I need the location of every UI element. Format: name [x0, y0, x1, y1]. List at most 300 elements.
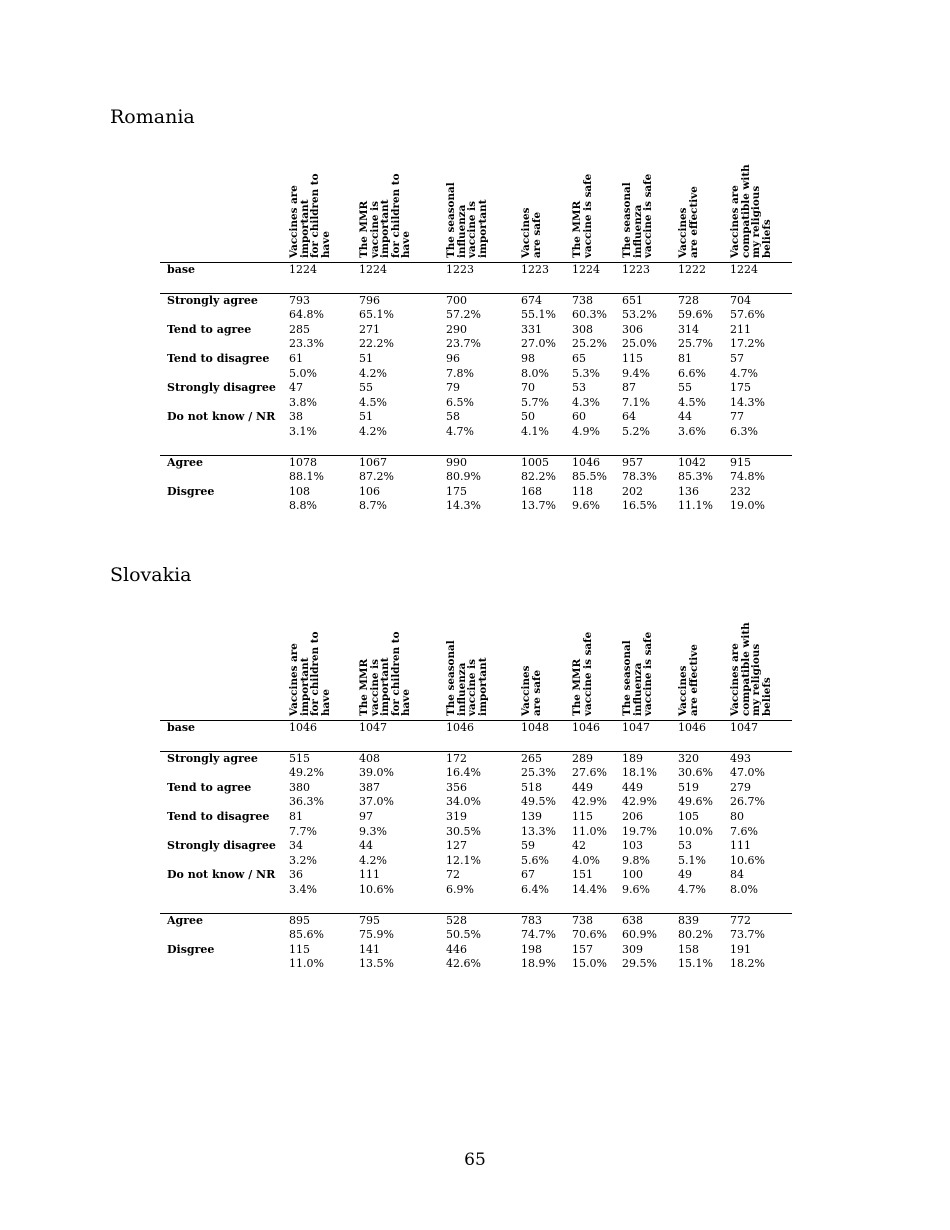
row-label: Strongly disagree	[167, 839, 276, 853]
column-header-line: influenza	[631, 662, 644, 716]
count-cell: 515	[289, 751, 310, 765]
count-cell: 111	[730, 839, 751, 853]
percent-cell: 17.2%	[730, 337, 765, 351]
percent-cell: 5.6%	[521, 853, 549, 867]
percent-cell: 10.6%	[359, 882, 394, 896]
percent-cell: 26.7%	[730, 795, 765, 809]
column-header-line: for children to	[389, 173, 402, 258]
percent-cell: 12.1%	[446, 853, 481, 867]
count-cell: 839	[678, 913, 699, 927]
count-cell: 80	[730, 809, 744, 823]
percent-cell: 6.6%	[678, 366, 706, 380]
count-cell: 103	[622, 839, 643, 853]
percent-cell: 14.4%	[572, 882, 607, 896]
column-header-line: are effective	[687, 186, 700, 258]
table-row-percent	[160, 928, 792, 943]
table-row	[160, 914, 792, 929]
table-row	[160, 352, 792, 367]
count-cell: 44	[678, 410, 692, 424]
table-row-percent	[160, 795, 792, 810]
base-row	[160, 721, 792, 736]
count-cell: 1078	[289, 455, 317, 469]
percent-cell: 4.9%	[572, 424, 600, 438]
column-header-line: beliefs	[760, 677, 773, 716]
count-cell: 55	[678, 381, 692, 395]
count-cell: 356	[446, 780, 467, 794]
column-header-line: The MMR	[358, 658, 370, 716]
percent-cell: 4.7%	[446, 424, 474, 438]
percent-cell: 4.7%	[730, 366, 758, 380]
column-header-line: for children to	[389, 631, 402, 716]
percent-cell: 39.0%	[359, 766, 394, 780]
count-cell: 638	[622, 913, 643, 927]
count-cell: 528	[446, 913, 467, 927]
count-cell: 115	[289, 942, 310, 956]
table-row	[160, 381, 792, 396]
base-value: 1046	[572, 721, 600, 734]
table-row	[160, 943, 792, 958]
count-cell: 202	[622, 484, 643, 498]
count-cell: 175	[730, 381, 751, 395]
count-cell: 139	[521, 809, 542, 823]
percent-cell: 42.9%	[622, 795, 657, 809]
base-value: 1224	[572, 263, 600, 276]
percent-cell: 64.8%	[289, 308, 324, 322]
count-cell: 704	[730, 293, 751, 307]
row-label: Tend to agree	[167, 322, 252, 336]
percent-cell: 80.9%	[446, 470, 481, 484]
column-header-line: important	[476, 657, 489, 716]
row-label: Tend to agree	[167, 780, 252, 794]
percent-cell: 23.7%	[446, 337, 481, 351]
percent-cell: 78.3%	[622, 470, 657, 484]
column-headers	[160, 606, 792, 721]
column-header-line: vaccine is safe	[642, 173, 655, 258]
percent-cell: 13.7%	[521, 499, 556, 513]
count-cell: 157	[572, 942, 593, 956]
percent-cell: 3.8%	[289, 395, 317, 409]
count-cell: 47	[289, 381, 303, 395]
percent-cell: 15.1%	[678, 957, 713, 971]
count-cell: 279	[730, 780, 751, 794]
table-row	[160, 839, 792, 854]
percent-cell: 29.5%	[622, 957, 657, 971]
percent-cell: 80.2%	[678, 928, 713, 942]
row-label: Do not know / NR	[167, 410, 276, 424]
percent-cell: 5.2%	[622, 424, 650, 438]
percent-cell: 27.6%	[572, 766, 607, 780]
row-label: Strongly disagree	[167, 381, 276, 395]
column-header-line: compatible with	[739, 164, 752, 258]
count-cell: 285	[289, 322, 310, 336]
percent-cell: 60.9%	[622, 928, 657, 942]
count-cell: 493	[730, 751, 751, 765]
percent-cell: 8.0%	[730, 882, 758, 896]
percent-cell: 4.2%	[359, 424, 387, 438]
column-header-line: important	[379, 199, 392, 258]
count-cell: 36	[289, 868, 303, 882]
table-row-percent	[160, 499, 792, 514]
percent-cell: 3.6%	[678, 424, 706, 438]
count-cell: 306	[622, 322, 643, 336]
count-cell: 96	[446, 351, 460, 365]
count-cell: 38	[289, 410, 303, 424]
count-cell: 97	[359, 809, 373, 823]
base-value: 1047	[622, 721, 650, 734]
count-cell: 1042	[678, 455, 706, 469]
column-header-line: influenza	[455, 204, 468, 258]
count-cell: 53	[572, 381, 586, 395]
percent-cell: 3.4%	[289, 882, 317, 896]
column-header-line: vaccine is safe	[581, 631, 594, 716]
percent-cell: 85.3%	[678, 470, 713, 484]
percent-cell: 5.3%	[572, 366, 600, 380]
percent-cell: 85.6%	[289, 928, 324, 942]
count-cell: 519	[678, 780, 699, 794]
percent-cell: 3.1%	[289, 424, 317, 438]
base-value: 1223	[446, 263, 474, 276]
row-label: Tend to disagree	[167, 809, 270, 823]
count-cell: 915	[730, 455, 751, 469]
base-value: 1223	[622, 263, 650, 276]
table-row-percent	[160, 367, 792, 382]
row-label: Do not know / NR	[167, 868, 276, 882]
column-header-line: vaccine is safe	[642, 631, 655, 716]
count-cell: 320	[678, 751, 699, 765]
table-row	[160, 294, 792, 309]
percent-cell: 60.3%	[572, 308, 607, 322]
count-cell: 449	[572, 780, 593, 794]
percent-cell: 8.0%	[521, 366, 549, 380]
base-value: 1047	[359, 721, 387, 734]
column-header-line: Vaccines	[520, 207, 532, 258]
table-row-percent	[160, 308, 792, 323]
count-cell: 191	[730, 942, 751, 956]
column-header-line: Vaccines	[520, 665, 532, 716]
percent-cell: 55.1%	[521, 308, 556, 322]
count-cell: 1046	[572, 455, 600, 469]
count-cell: 793	[289, 293, 310, 307]
table-row-percent	[160, 425, 792, 440]
count-cell: 34	[289, 839, 303, 853]
percent-cell: 3.2%	[289, 853, 317, 867]
percent-cell: 75.9%	[359, 928, 394, 942]
percent-cell: 5.0%	[289, 366, 317, 380]
table-row	[160, 810, 792, 825]
count-cell: 290	[446, 322, 467, 336]
column-header-line: are safe	[530, 669, 543, 716]
percent-cell: 30.5%	[446, 824, 481, 838]
count-cell: 990	[446, 455, 467, 469]
section-title-romania: Romania	[110, 106, 195, 128]
count-cell: 60	[572, 410, 586, 424]
base-value: 1048	[521, 721, 549, 734]
percent-cell: 36.3%	[289, 795, 324, 809]
base-value: 1222	[678, 263, 706, 276]
column-header-line: have	[319, 231, 332, 258]
percent-cell: 9.8%	[622, 853, 650, 867]
percent-cell: 18.1%	[622, 766, 657, 780]
percent-cell: 7.8%	[446, 366, 474, 380]
count-cell: 446	[446, 942, 467, 956]
percent-cell: 15.0%	[572, 957, 607, 971]
count-cell: 51	[359, 351, 373, 365]
count-cell: 796	[359, 293, 380, 307]
base-value: 1046	[289, 721, 317, 734]
table-row	[160, 456, 792, 471]
base-value: 1047	[730, 721, 758, 734]
column-header-line: vaccine is	[466, 201, 479, 258]
column-header-line: beliefs	[760, 219, 773, 258]
column-header-line: The seasonal	[621, 640, 633, 716]
count-cell: 51	[359, 410, 373, 424]
count-cell: 42	[572, 839, 586, 853]
table-row	[160, 323, 792, 338]
count-cell: 1005	[521, 455, 549, 469]
table-row-percent	[160, 766, 792, 781]
count-cell: 81	[289, 809, 303, 823]
percent-cell: 73.7%	[730, 928, 765, 942]
table-row	[160, 868, 792, 883]
count-cell: 518	[521, 780, 542, 794]
column-header-line: are safe	[530, 211, 543, 258]
count-cell: 64	[622, 410, 636, 424]
base-value: 1224	[359, 263, 387, 276]
column-header-line: influenza	[455, 662, 468, 716]
percent-cell: 23.3%	[289, 337, 324, 351]
count-cell: 309	[622, 942, 643, 956]
column-header-line: vaccine is	[368, 659, 381, 716]
percent-cell: 7.1%	[622, 395, 650, 409]
count-cell: 127	[446, 839, 467, 853]
count-cell: 111	[359, 868, 380, 882]
count-cell: 50	[521, 410, 535, 424]
table-row	[160, 752, 792, 767]
count-cell: 58	[446, 410, 460, 424]
row-label: Tend to disagree	[167, 351, 270, 365]
percent-cell: 74.8%	[730, 470, 765, 484]
column-header-line: The MMR	[358, 200, 370, 258]
count-cell: 331	[521, 322, 542, 336]
percent-cell: 6.5%	[446, 395, 474, 409]
percent-cell: 8.8%	[289, 499, 317, 513]
percent-cell: 30.6%	[678, 766, 713, 780]
percent-cell: 37.0%	[359, 795, 394, 809]
count-cell: 738	[572, 913, 593, 927]
table-row	[160, 485, 792, 500]
column-header-line: Vaccines are	[729, 185, 741, 258]
count-cell: 106	[359, 484, 380, 498]
percent-cell: 88.1%	[289, 470, 324, 484]
count-cell: 55	[359, 381, 373, 395]
count-cell: 175	[446, 484, 467, 498]
count-cell: 308	[572, 322, 593, 336]
column-header-line: are effective	[687, 644, 700, 716]
column-header-line: have	[400, 231, 413, 258]
count-cell: 77	[730, 410, 744, 424]
percent-cell: 4.5%	[678, 395, 706, 409]
count-cell: 49	[678, 868, 692, 882]
count-cell: 387	[359, 780, 380, 794]
percent-cell: 10.6%	[730, 853, 765, 867]
column-header-line: Vaccines are	[288, 185, 300, 258]
percent-cell: 59.6%	[678, 308, 713, 322]
count-cell: 158	[678, 942, 699, 956]
count-cell: 70	[521, 381, 535, 395]
percent-cell: 25.2%	[572, 337, 607, 351]
count-cell: 72	[446, 868, 460, 882]
percent-cell: 18.9%	[521, 957, 556, 971]
percent-cell: 49.6%	[678, 795, 713, 809]
column-header-line: vaccine is	[368, 201, 381, 258]
row-label: Disgree	[167, 942, 215, 956]
table-row-percent	[160, 470, 792, 485]
percent-cell: 7.6%	[730, 824, 758, 838]
column-header-line: The seasonal	[445, 182, 457, 258]
count-cell: 151	[572, 868, 593, 882]
percent-cell: 6.9%	[446, 882, 474, 896]
count-cell: 118	[572, 484, 593, 498]
table-row-percent	[160, 957, 792, 972]
percent-cell: 16.5%	[622, 499, 657, 513]
percent-cell: 13.3%	[521, 824, 556, 838]
count-cell: 53	[678, 839, 692, 853]
row-label: base	[167, 263, 196, 276]
base-value: 1224	[289, 263, 317, 276]
percent-cell: 7.7%	[289, 824, 317, 838]
percent-cell: 49.5%	[521, 795, 556, 809]
column-header-line: influenza	[631, 204, 644, 258]
percent-cell: 65.1%	[359, 308, 394, 322]
percent-cell: 57.2%	[446, 308, 481, 322]
percent-cell: 49.2%	[289, 766, 324, 780]
base-value: 1046	[446, 721, 474, 734]
count-cell: 81	[678, 351, 692, 365]
column-header-line: The seasonal	[621, 182, 633, 258]
percent-cell: 9.4%	[622, 366, 650, 380]
column-header-line: Vaccines are	[288, 643, 300, 716]
count-cell: 795	[359, 913, 380, 927]
count-cell: 319	[446, 809, 467, 823]
percent-cell: 82.2%	[521, 470, 556, 484]
column-header-line: important	[298, 199, 311, 258]
column-header-line: for children to	[309, 173, 322, 258]
column-header-line: important	[298, 657, 311, 716]
percent-cell: 19.0%	[730, 499, 765, 513]
count-cell: 895	[289, 913, 310, 927]
count-cell: 168	[521, 484, 542, 498]
count-cell: 271	[359, 322, 380, 336]
percent-cell: 27.0%	[521, 337, 556, 351]
count-cell: 211	[730, 322, 751, 336]
percent-cell: 47.0%	[730, 766, 765, 780]
count-cell: 314	[678, 322, 699, 336]
percent-cell: 18.2%	[730, 957, 765, 971]
row-label: base	[167, 721, 196, 734]
percent-cell: 9.6%	[622, 882, 650, 896]
percent-cell: 4.7%	[678, 882, 706, 896]
base-value: 1223	[521, 263, 549, 276]
count-cell: 61	[289, 351, 303, 365]
count-cell: 67	[521, 868, 535, 882]
percent-cell: 5.1%	[678, 853, 706, 867]
count-cell: 44	[359, 839, 373, 853]
count-cell: 59	[521, 839, 535, 853]
column-header-line: Vaccines	[677, 207, 689, 258]
percent-cell: 11.0%	[289, 957, 324, 971]
percent-cell: 50.5%	[446, 928, 481, 942]
percent-cell: 4.2%	[359, 366, 387, 380]
percent-cell: 22.2%	[359, 337, 394, 351]
table-romania	[160, 148, 792, 514]
percent-cell: 25.7%	[678, 337, 713, 351]
column-header-line: for children to	[309, 631, 322, 716]
column-header-line: The MMR	[571, 200, 583, 258]
count-cell: 198	[521, 942, 542, 956]
percent-cell: 11.0%	[572, 824, 607, 838]
count-cell: 105	[678, 809, 699, 823]
column-header-line: important	[476, 199, 489, 258]
section-title-slovakia: Slovakia	[110, 564, 192, 586]
table-row	[160, 781, 792, 796]
count-cell: 674	[521, 293, 542, 307]
column-header-line: The MMR	[571, 658, 583, 716]
count-cell: 87	[622, 381, 636, 395]
base-value: 1046	[678, 721, 706, 734]
percent-cell: 14.3%	[730, 395, 765, 409]
column-header-line: my religious	[750, 185, 763, 258]
table-slovakia	[160, 606, 792, 972]
percent-cell: 4.2%	[359, 853, 387, 867]
count-cell: 772	[730, 913, 751, 927]
count-cell: 172	[446, 751, 467, 765]
percent-cell: 70.6%	[572, 928, 607, 942]
percent-cell: 16.4%	[446, 766, 481, 780]
table-row	[160, 410, 792, 425]
percent-cell: 13.5%	[359, 957, 394, 971]
percent-cell: 8.7%	[359, 499, 387, 513]
count-cell: 738	[572, 293, 593, 307]
percent-cell: 4.0%	[572, 853, 600, 867]
count-cell: 98	[521, 351, 535, 365]
percent-cell: 6.4%	[521, 882, 549, 896]
table-row-percent	[160, 883, 792, 898]
count-cell: 1067	[359, 455, 387, 469]
column-header-line: vaccine is	[466, 659, 479, 716]
percent-cell: 42.9%	[572, 795, 607, 809]
column-header-line: important	[379, 657, 392, 716]
row-label: Agree	[167, 913, 204, 927]
percent-cell: 4.3%	[572, 395, 600, 409]
percent-cell: 19.7%	[622, 824, 657, 838]
column-header-line: The seasonal	[445, 640, 457, 716]
count-cell: 783	[521, 913, 542, 927]
count-cell: 232	[730, 484, 751, 498]
percent-cell: 11.1%	[678, 499, 713, 513]
column-header-line: vaccine is safe	[581, 173, 594, 258]
count-cell: 141	[359, 942, 380, 956]
column-header-line: have	[319, 689, 332, 716]
percent-cell: 6.3%	[730, 424, 758, 438]
percent-cell: 5.7%	[521, 395, 549, 409]
percent-cell: 4.1%	[521, 424, 549, 438]
page-number: 65	[464, 1150, 486, 1170]
percent-cell: 4.5%	[359, 395, 387, 409]
percent-cell: 53.2%	[622, 308, 657, 322]
row-label: Agree	[167, 455, 204, 469]
percent-cell: 25.3%	[521, 766, 556, 780]
count-cell: 57	[730, 351, 744, 365]
